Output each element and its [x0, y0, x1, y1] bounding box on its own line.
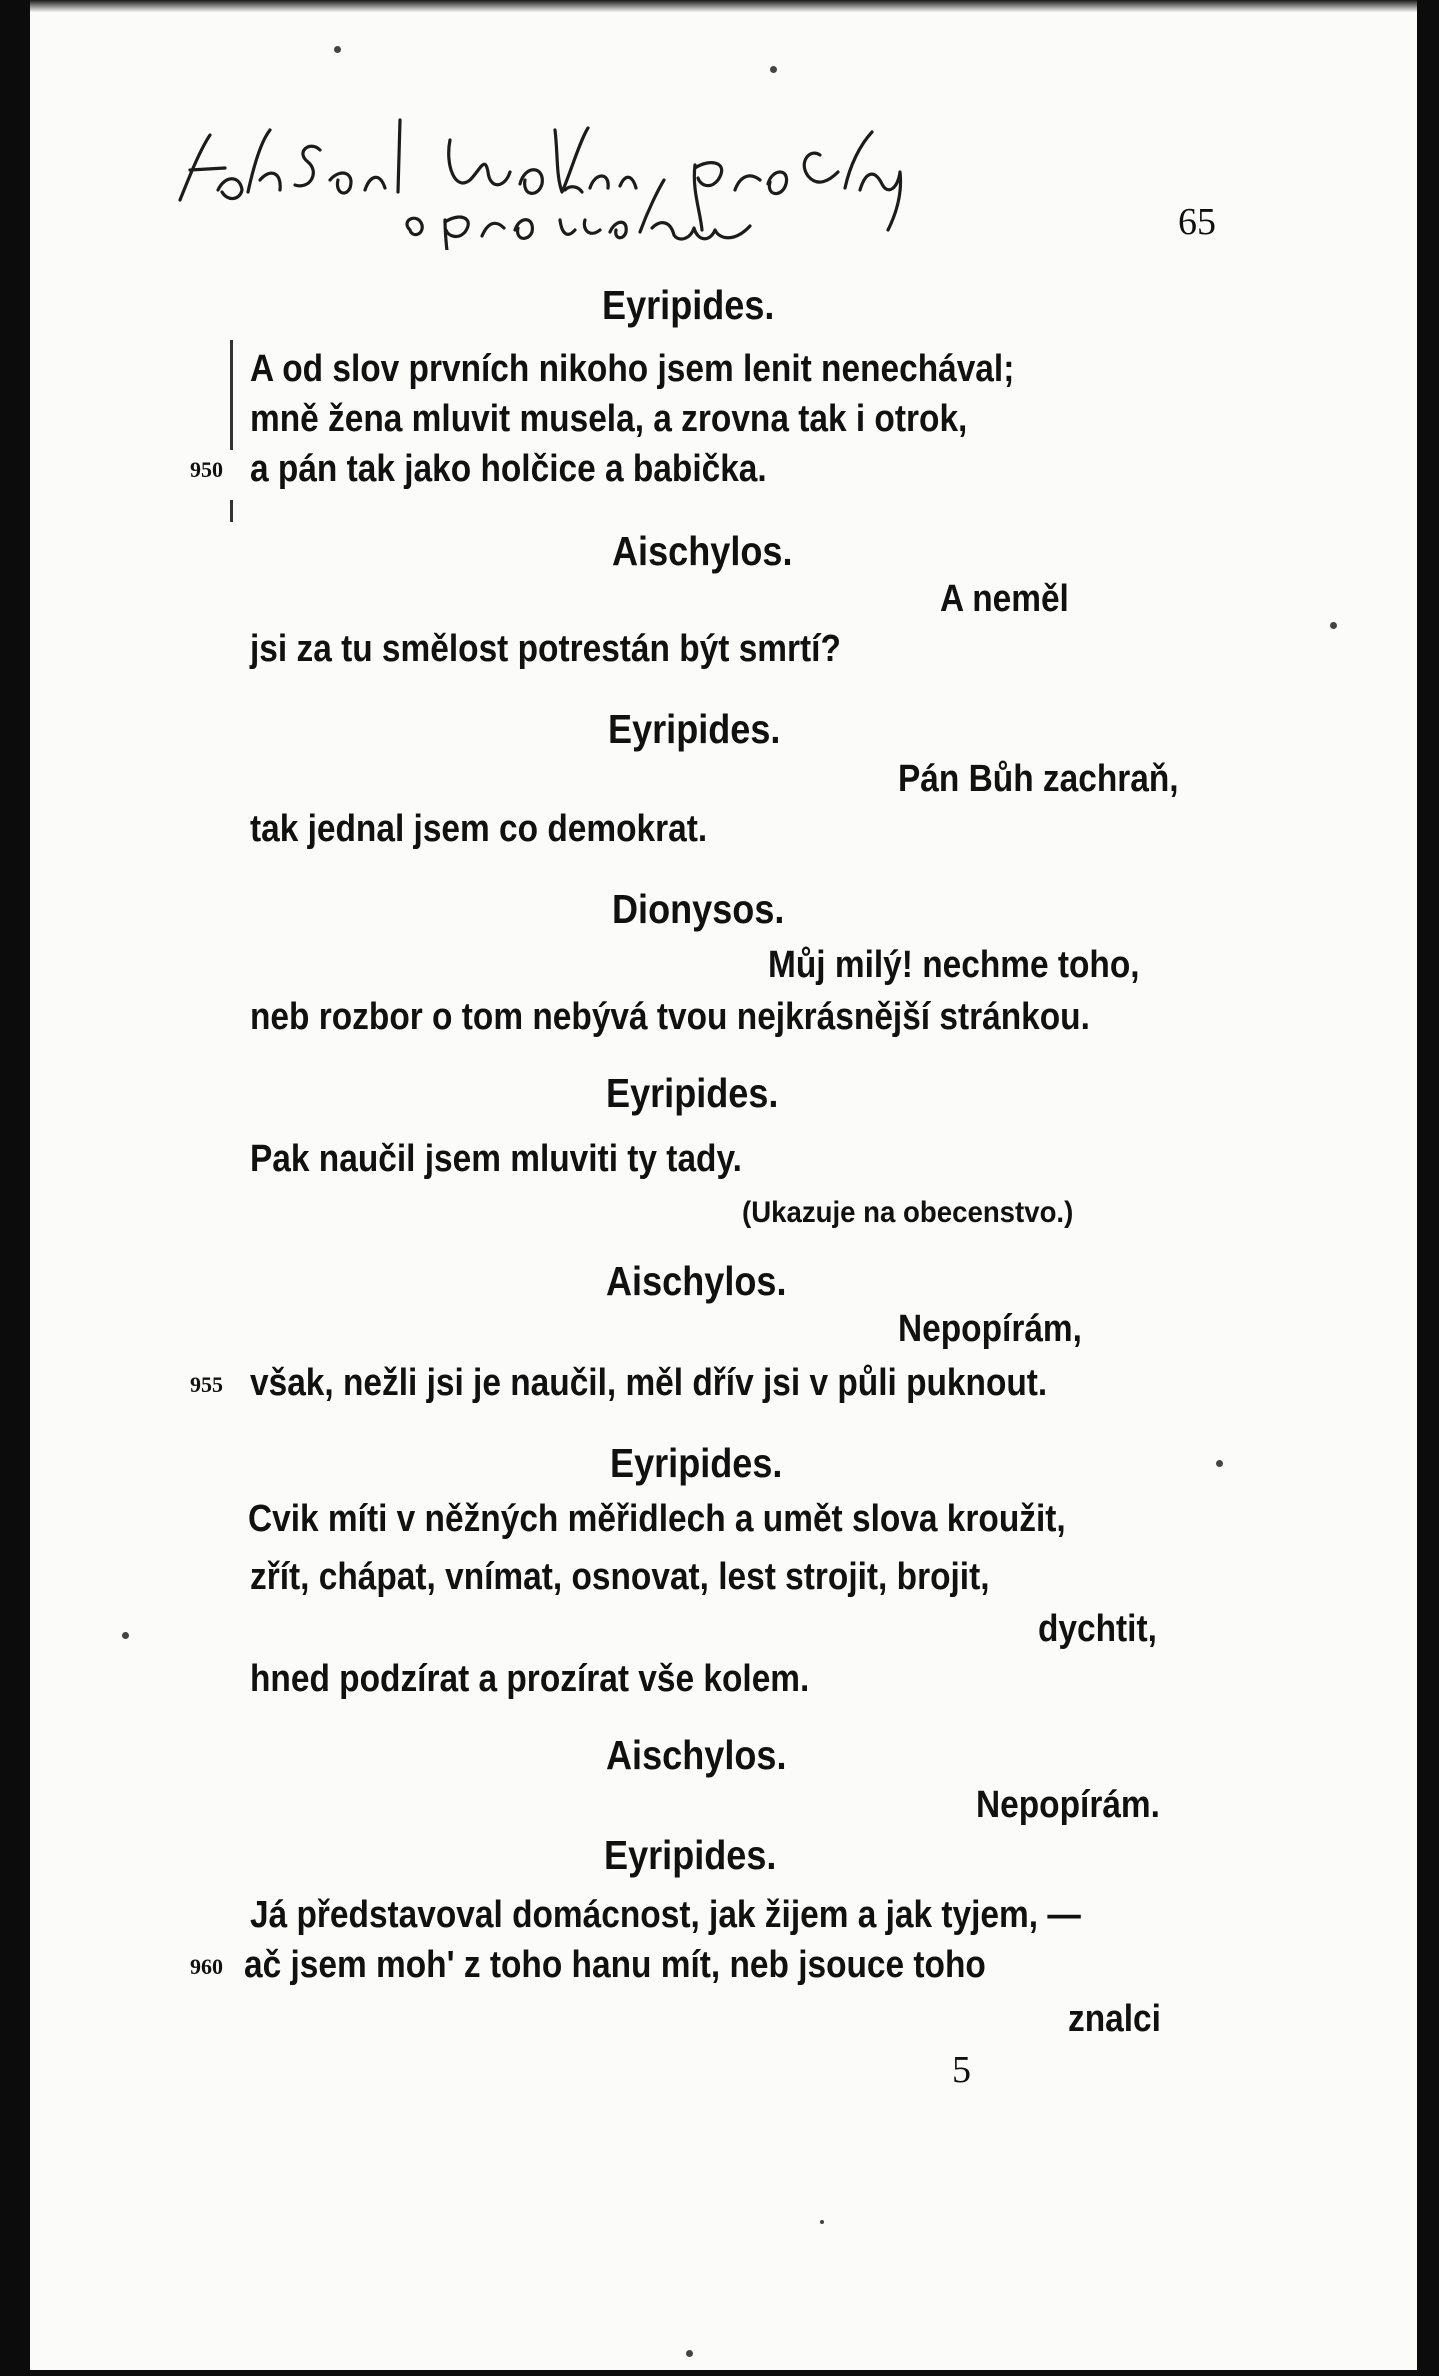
scan-speck: [1216, 1460, 1223, 1467]
margin-pencil-mark: [230, 340, 233, 450]
scan-speck: [334, 46, 341, 53]
speaker-name: Aischylos.: [612, 528, 793, 574]
verse-line: ač jsem moh' z toho hanu mít, neb jsouce toho: [244, 1944, 986, 1986]
speaker-name: Eyripides.: [608, 706, 781, 752]
scan-speck: [122, 1632, 129, 1639]
line-number: 960: [190, 1954, 223, 1979]
verse-line: neb rozbor o tom nebývá tvou nejkrásnější stránkou.: [250, 996, 1090, 1038]
handwritten-note: [170, 80, 1110, 250]
scan-speck: [770, 66, 777, 73]
verse-line: Nepopírám,: [898, 1308, 1082, 1350]
margin-pencil-mark: [230, 500, 233, 522]
speaker-name: Aischylos.: [606, 1732, 787, 1778]
verse-line: však, nežli jsi je naučil, měl dřív jsi v půli puknout.: [250, 1362, 1048, 1404]
verse-line: jsi za tu smělost potrestán být smrtí?: [250, 628, 841, 670]
speaker-name: Aischylos.: [606, 1258, 787, 1304]
stage-direction: (Ukazuje na obecenstvo.): [742, 1196, 1074, 1229]
scan-speck: [820, 2220, 824, 2224]
scan-right-border: [1417, 0, 1439, 2376]
scan-left-border: [0, 0, 30, 2376]
verse-line: Můj milý! nechme toho,: [768, 944, 1140, 986]
line-number: 950: [190, 457, 223, 482]
verse-line: a pán tak jako holčice a babička.: [250, 448, 767, 490]
verse-line: dychtit,: [1038, 1608, 1157, 1650]
verse-line: znalci: [1068, 1998, 1161, 2040]
verse-line: A od slov prvních nikoho jsem lenit nenechával;: [250, 348, 1015, 390]
verse-line: tak jednal jsem co demokrat.: [250, 808, 708, 850]
line-number: 955: [190, 1372, 223, 1397]
verse-line: Cvik míti v něžných měřidlech a umět slova kroužit,: [248, 1498, 1066, 1540]
verse-line: hned podzírat a prozírat vše kolem.: [250, 1658, 810, 1700]
verse-line: Pán Bůh zachraň,: [898, 758, 1179, 800]
speaker-name: Eyripides.: [604, 1832, 777, 1878]
scan-bottom-border: [0, 2370, 1439, 2376]
signature-mark: 5: [952, 2049, 971, 2091]
page-top-shadow: [30, 0, 1417, 12]
speaker-name: Eyripides.: [602, 282, 775, 328]
speaker-name: Dionysos.: [612, 886, 785, 932]
speaker-name: Eyripides.: [606, 1070, 779, 1116]
speaker-name: Eyripides.: [610, 1440, 783, 1486]
page-number: 65: [1178, 201, 1216, 243]
scan-speck: [686, 2350, 693, 2357]
verse-line: A neměl: [940, 578, 1069, 620]
verse-line: Pak naučil jsem mluviti ty tady.: [250, 1138, 742, 1180]
verse-line: mně žena mluvit musela, a zrovna tak i otrok,: [250, 398, 968, 440]
scan-speck: [1330, 622, 1337, 629]
verse-line: Nepopírám.: [976, 1784, 1160, 1826]
verse-line: zřít, chápat, vnímat, osnovat, lest strojit, brojit,: [250, 1556, 990, 1598]
verse-line: Já představoval domácnost, jak žijem a jak tyjem, —: [250, 1894, 1081, 1936]
